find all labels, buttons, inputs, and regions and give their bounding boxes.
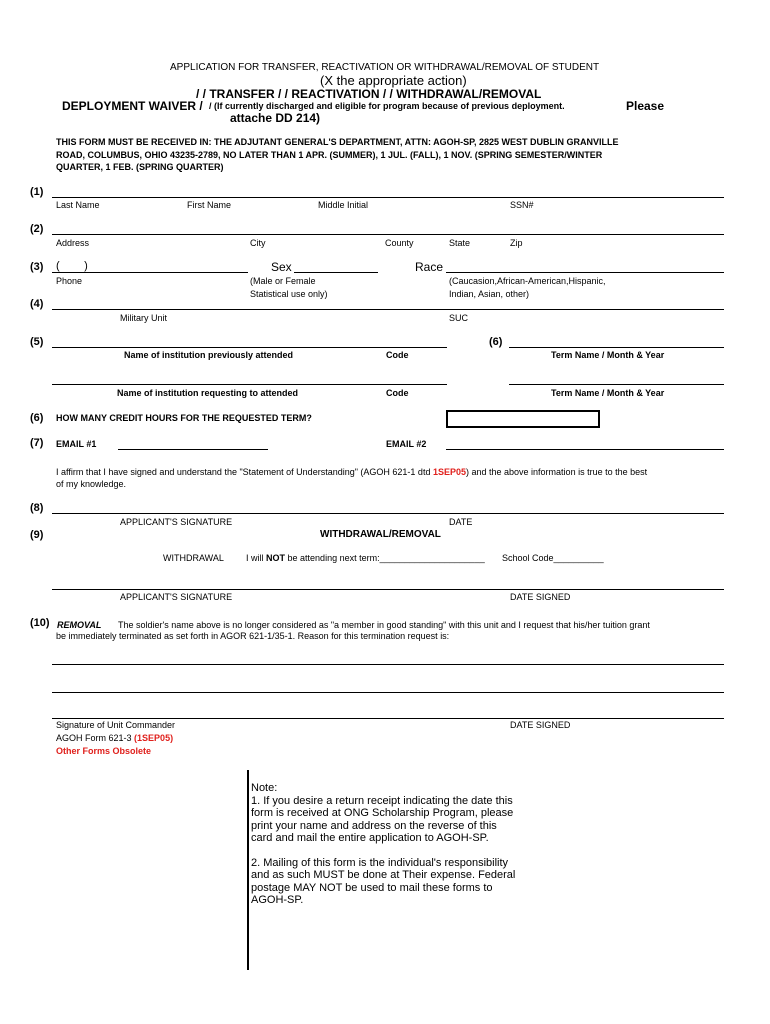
zip-label: Zip	[510, 238, 523, 248]
city-label: City	[250, 238, 266, 248]
prev-institution-line[interactable]	[52, 347, 447, 348]
withdrawal-removal-heading: WITHDRAWAL/REMOVAL	[320, 529, 441, 540]
military-unit-line[interactable]	[52, 309, 724, 310]
form-id: AGOH Form 621-3	[56, 733, 132, 743]
applicant-signature-label: APPLICANT'S SIGNATURE	[120, 517, 233, 527]
county-label: County	[385, 238, 414, 248]
unit-commander-label: Signature of Unit Commander	[56, 720, 176, 730]
email-1-label: EMAIL #1	[56, 439, 97, 449]
phone-line[interactable]	[52, 272, 248, 273]
email-2-line[interactable]	[446, 449, 724, 450]
action-options: / / TRANSFER / / REACTIVATION / / WITHDRAWAL/REMOVAL	[196, 87, 542, 101]
form-subtitle: (X the appropriate action)	[320, 73, 467, 88]
note-paragraph-1: 1. If you desire a return receipt indicating the date this form is received at ONG Scholarship Program, please print your name and address on the reverse of this card and mail the entire application to AGOH-SP.	[251, 794, 514, 844]
date-label: DATE	[449, 517, 473, 527]
sex-note-1: (Male or Female	[250, 276, 316, 286]
notice-line-3: QUARTER, 1 FEB. (SPRING QUARTER)	[56, 162, 224, 172]
not-attending-not: NOT	[266, 553, 286, 563]
code-label-1: Code	[386, 350, 409, 360]
field-number-9: (9)	[30, 529, 44, 541]
phone-area-code: ( )	[56, 260, 88, 272]
suc-label: SUC	[449, 313, 469, 323]
note-divider	[247, 770, 249, 970]
commander-signature-line[interactable]	[52, 718, 724, 719]
affirm-text-c: of my knowledge.	[56, 479, 127, 489]
last-name-label: Last Name	[56, 200, 100, 210]
sex-label: Sex	[271, 260, 292, 274]
state-label: State	[449, 238, 471, 248]
race-note-1: (Caucasion,African-American,Hispanic,	[449, 276, 606, 286]
field-number-7: (7)	[30, 437, 44, 449]
race-label: Race	[415, 260, 444, 274]
sex-note-2: Statistical use only)	[250, 289, 328, 299]
race-note-2: Indian, Asian, other)	[449, 289, 530, 299]
waiver-close: )	[316, 111, 321, 125]
race-line[interactable]	[446, 272, 724, 273]
date-signed-label: DATE SIGNED	[510, 592, 571, 602]
applicant-signature-line[interactable]	[52, 513, 724, 514]
deployment-waiver-note: / (If currently discharged and eligible for program because of previous deployment.	[209, 101, 565, 111]
not-attending-b: be attending next term:_____________________	[287, 553, 485, 563]
term-line-2[interactable]	[509, 384, 724, 385]
sex-line[interactable]	[294, 272, 378, 273]
waiver-attach: attache DD 214	[230, 111, 317, 125]
waiver-please: Please	[626, 99, 665, 113]
removal-text-1: The soldier's name above is no longer considered as "a member in good standing" with this unit and I request that his/her tuition grant	[118, 620, 650, 630]
field-number-2: (2)	[30, 223, 44, 235]
removal-label: REMOVAL	[57, 620, 102, 630]
affirm-text-b: ) and the above information is true to the best	[466, 467, 648, 477]
term-label-2: Term Name / Month & Year	[551, 388, 665, 398]
first-name-label: First Name	[187, 200, 232, 210]
school-code-label: School Code__________	[502, 553, 604, 563]
note-box	[251, 782, 516, 907]
notice-line-2: ROAD, COLUMBUS, OHIO 43235-2789, NO LATER THAN 1 APR. (SUMMER), 1 JUL. (FALL), 1 NOV. (SPRING SEMESTER/WINTER	[56, 150, 603, 160]
military-unit-label: Military Unit	[120, 313, 168, 323]
email-1-line[interactable]	[118, 449, 268, 450]
phone-label: Phone	[56, 276, 83, 286]
term-label-1: Term Name / Month & Year	[551, 350, 665, 360]
form-title: APPLICATION FOR TRANSFER, REACTIVATION OR WITHDRAWAL/REMOVAL OF STUDENT	[170, 62, 600, 73]
form-date: (1SEP05)	[134, 733, 174, 743]
removal-text-2: be immediately terminated as set forth in AGOR 621-1/35-1. Reason for this termination request is:	[56, 631, 450, 641]
applicant-signature-label-2: APPLICANT'S SIGNATURE	[120, 592, 233, 602]
field-number-6b: (6)	[30, 412, 44, 424]
field-number-8: (8)	[30, 502, 44, 514]
credit-hours-label: HOW MANY CREDIT HOURS FOR THE REQUESTED TERM?	[56, 413, 312, 423]
code-label-2: Code	[386, 388, 409, 398]
obsolete-notice: Other Forms Obsolete	[56, 746, 152, 756]
reason-line-2[interactable]	[52, 692, 724, 693]
prev-institution-label: Name of institution previously attended	[124, 350, 294, 360]
not-attending-a: I will	[246, 553, 264, 563]
field-number-3: (3)	[30, 261, 44, 273]
field-number-5: (5)	[30, 336, 44, 348]
address-line[interactable]	[52, 234, 724, 235]
reason-line-1[interactable]	[52, 664, 724, 665]
affirm-text-a: I affirm that I have signed and understand the "Statement of Understanding" (AGOH 621-1 dtd	[56, 467, 431, 477]
field-number-10: (10)	[30, 617, 50, 629]
field-number-1: (1)	[30, 186, 44, 198]
credit-hours-box[interactable]	[446, 410, 600, 428]
field-number-6: (6)	[489, 336, 503, 348]
email-2-label: EMAIL #2	[386, 439, 427, 449]
req-institution-line[interactable]	[52, 384, 447, 385]
name-line[interactable]	[52, 197, 724, 198]
applicant-signature-line-2[interactable]	[52, 589, 724, 590]
commander-date-signed-label: DATE SIGNED	[510, 720, 571, 730]
term-line-1[interactable]	[509, 347, 724, 348]
note-title: Note:	[251, 782, 278, 794]
withdrawal-label: WITHDRAWAL	[163, 553, 224, 563]
deployment-waiver-label: DEPLOYMENT WAIVER /	[62, 99, 203, 113]
affirm-date: 1SEP05	[432, 467, 466, 477]
note-paragraph-2: 2. Mailing of this form is the individual's responsibility and as such MUST be done at Their expense. Federal postage MAY NOT be used to mail these forms to AGOH-SP.	[251, 856, 516, 906]
address-label: Address	[56, 238, 90, 248]
field-number-4: (4)	[30, 298, 44, 310]
ssn-label: SSN#	[510, 200, 534, 210]
affirmation-line-1	[56, 467, 647, 477]
middle-initial-label: Middle Initial	[318, 200, 369, 210]
notice-line-1: THIS FORM MUST BE RECEIVED IN: THE ADJUTANT GENERAL'S DEPARTMENT, ATTN: AGOH-SP, 2825 WEST DUBLIN GRANVILLE	[56, 137, 619, 147]
req-institution-label: Name of institution requesting to attended	[117, 388, 299, 398]
